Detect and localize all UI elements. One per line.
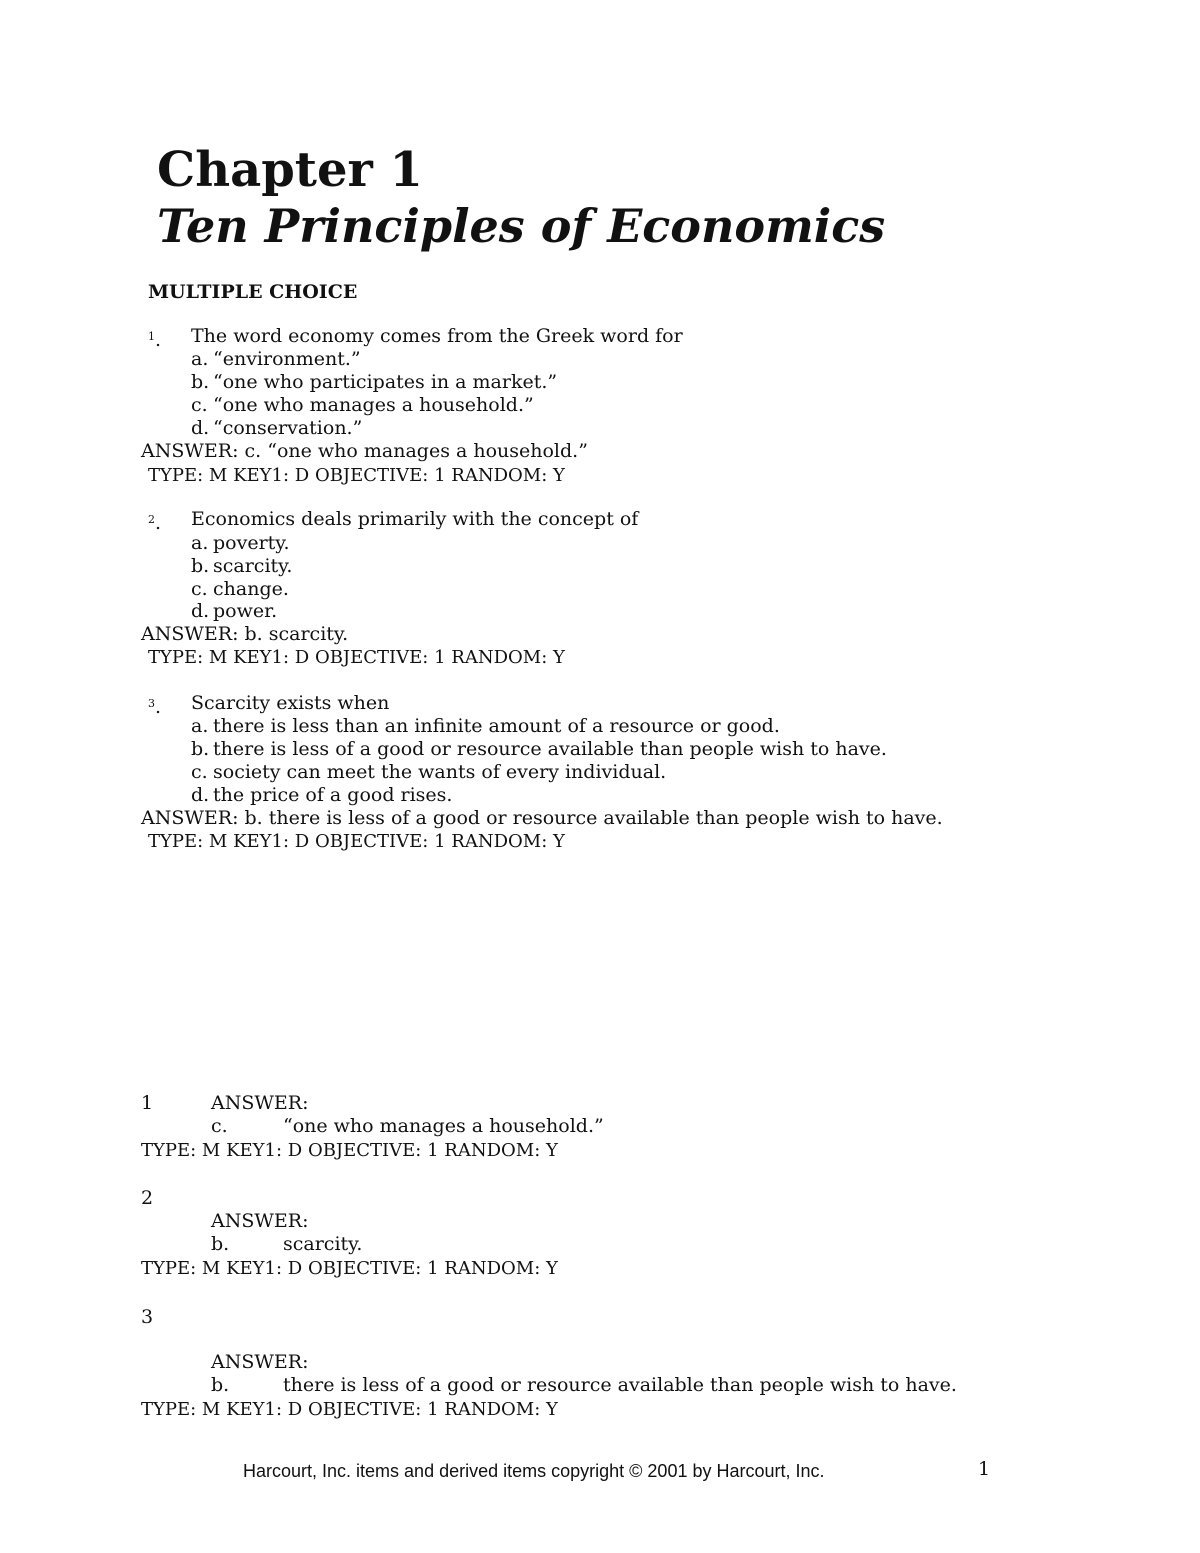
question-3-option-d: d. the price of a good rises.	[191, 784, 453, 806]
chapter-title: Chapter 1	[157, 142, 423, 198]
note-2-answer-label: ANSWER:	[211, 1210, 309, 1232]
question-2-answer: ANSWER: b. scarcity.	[141, 623, 349, 645]
question-3-type: TYPE: M KEY1: D OBJECTIVE: 1 RANDOM: Y	[148, 831, 565, 852]
question-3-option-a: a. there is less than an infinite amount of a resource or good.	[191, 715, 780, 737]
footer-copyright: Harcourt, Inc. items and derived items copyright © 2001 by Harcourt, Inc.	[243, 1461, 825, 1481]
note-3-letter: b.	[211, 1374, 230, 1396]
question-1-option-d: d. “conservation.”	[191, 417, 363, 439]
note-1-text: “one who manages a household.”	[283, 1115, 604, 1137]
question-1-number: $^1$.	[148, 329, 162, 351]
question-1-stem: The word economy comes from the Greek word for	[191, 325, 683, 347]
question-2-option-a: a. poverty.	[191, 532, 290, 554]
note-2-text: scarcity.	[283, 1233, 363, 1255]
question-1-answer: ANSWER: c. “one who manages a household.”	[141, 440, 588, 462]
note-3-number: 3	[141, 1306, 154, 1328]
question-1-type: TYPE: M KEY1: D OBJECTIVE: 1 RANDOM: Y	[148, 465, 565, 486]
question-3-number: $^3$.	[148, 696, 162, 718]
section-heading: MULTIPLE CHOICE	[148, 281, 358, 303]
question-3-option-b: b. there is less of a good or resource available than people wish to have.	[191, 738, 887, 760]
question-3-stem: Scarcity exists when	[191, 692, 390, 714]
note-3-text: there is less of a good or resource available than people wish to have.	[283, 1374, 957, 1396]
question-2-number: $^2$.	[148, 512, 162, 534]
question-2-option-d: d. power.	[191, 600, 278, 622]
note-1-letter: c.	[211, 1115, 228, 1137]
question-1-option-a: a. “environment.”	[191, 348, 361, 370]
note-1-type: TYPE: M KEY1: D OBJECTIVE: 1 RANDOM: Y	[141, 1140, 558, 1161]
question-1-option-c: c. “one who manages a household.”	[191, 394, 534, 416]
question-3-option-c: c. society can meet the wants of every individual.	[191, 761, 667, 783]
note-2-letter: b.	[211, 1233, 230, 1255]
question-2-option-c: c. change.	[191, 578, 289, 600]
note-1-number: 1	[141, 1092, 154, 1114]
note-2-number: 2	[141, 1187, 154, 1209]
question-1-option-b: b. “one who participates in a market.”	[191, 371, 558, 393]
question-3-answer: ANSWER: b. there is less of a good or resource available than people wish to have.	[141, 807, 943, 829]
question-2-option-b: b. scarcity.	[191, 555, 293, 577]
question-2-stem: Economics deals primarily with the concept of	[191, 508, 639, 530]
note-3-type: TYPE: M KEY1: D OBJECTIVE: 1 RANDOM: Y	[141, 1399, 558, 1420]
note-2-type: TYPE: M KEY1: D OBJECTIVE: 1 RANDOM: Y	[141, 1258, 558, 1279]
question-2-type: TYPE: M KEY1: D OBJECTIVE: 1 RANDOM: Y	[148, 647, 565, 668]
note-1-answer-label: ANSWER:	[211, 1092, 309, 1114]
note-3-answer-label: ANSWER:	[211, 1351, 309, 1373]
page-number: 1	[978, 1458, 991, 1480]
chapter-subtitle: Ten Principles of Economics	[157, 199, 886, 253]
